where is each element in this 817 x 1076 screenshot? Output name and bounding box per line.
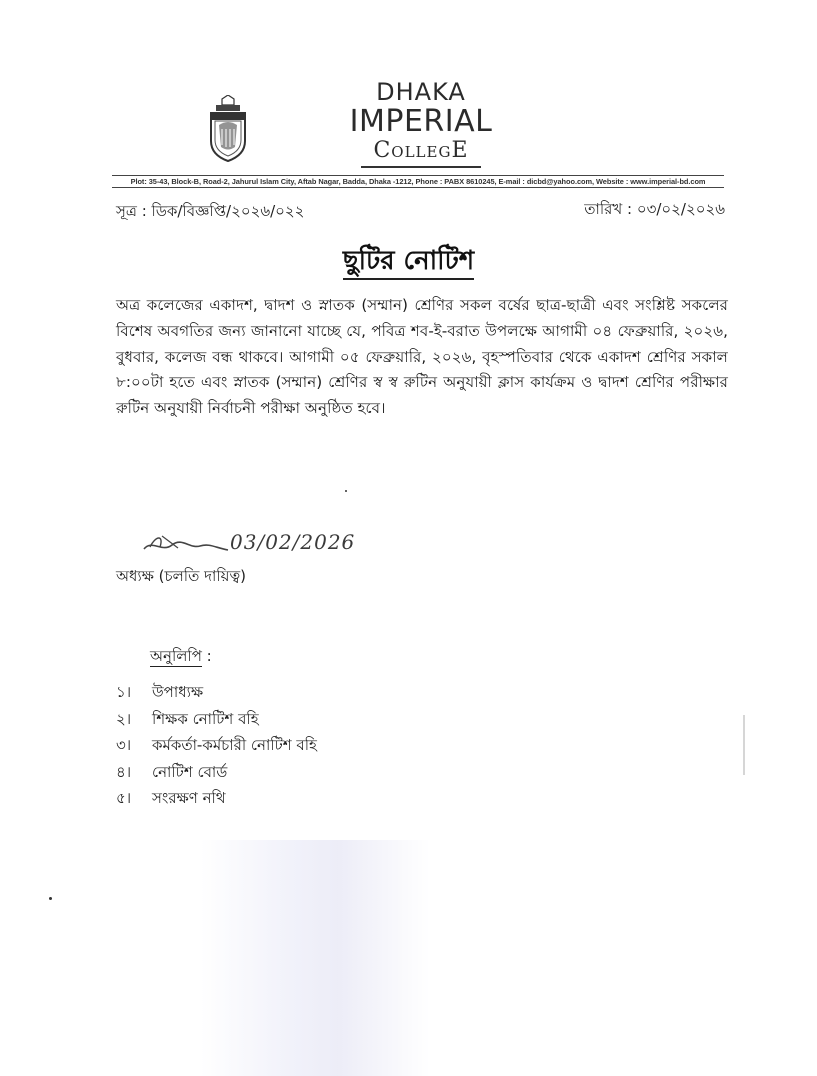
list-item-label: শিক্ষক নোটিশ বহি [152, 709, 259, 728]
address-bar: Plot: 35-43, Block-B, Road-2, Jahurul Islam City, Aftab Nagar, Badda, Dhaka -1212, Phone : PABX 8610245, E-mail : dicbd@yahoo.com, Website : www.imperial-bd.com [112, 175, 724, 188]
date-value: ০৩/০২/২০২৬ [636, 200, 725, 218]
reference-number [116, 200, 304, 225]
list-item [116, 785, 317, 812]
college-crest-icon [208, 95, 248, 163]
list-item-number: ১। [116, 683, 132, 701]
college-name [336, 78, 506, 168]
signature-date: 03/02/2026 [230, 530, 356, 554]
scan-speck [345, 490, 347, 492]
list-item-label: উপাধ্যক্ষ [152, 683, 204, 701]
scan-shading [200, 840, 430, 1076]
list-item-label: নোটিশ বোর্ড [152, 762, 228, 781]
list-item-number: ৫। [116, 789, 132, 807]
notice-title [0, 240, 817, 284]
signature-scribble-icon [142, 533, 230, 555]
reference-label: সূত্র : [116, 202, 147, 220]
college-name-line2: IMPERIAL [349, 104, 493, 139]
college-name-line1: DHAKA [376, 78, 466, 106]
signatory-designation: অধ্যক্ষ (চলতি দায়িত্ব) [116, 567, 246, 585]
list-item [116, 679, 317, 706]
notice-body: অত্র কলেজের একাদশ, দ্বাদশ ও স্নাতক (সম্মান) শ্রেণির সকল বর্ষের ছাত্র-ছাত্রী এবং সংশ্লিষ্ট সকলের বিশেষ অবগতির জন্য জানানো যাচ্ছে যে, পবিত্র শব-ই-বরাত উপলক্ষে আগামী ০৪ ফেব্রুয়ারি, ২০২৬, বুধবার, কলেজ বন্ধ থাকবে। আগামী ০৫ ফেব্রুয়ারি, ২০২৬, বৃহস্পতিবার থেকে একাদশ শ্রেণির সকাল ৮:০০টা হতে এবং স্নাতক (সম্মান) শ্রেণির স্ব স্ব রুটিন অনুযায়ী ক্লাস কার্যক্রম ও দ্বাদশ শ্রেণির পরীক্ষার রুটিন অনুযায়ী নির্বাচনী পরীক্ষা অনুষ্ঠিত হবে। [116, 296, 728, 418]
notice-title-text: ছুটির নোটিশ [343, 246, 474, 280]
list-item-number: ২। [116, 709, 132, 728]
scan-edge-mark [743, 715, 745, 775]
notice-date [584, 198, 725, 223]
list-item-label: সংরক্ষণ নথি [152, 789, 226, 807]
list-item [116, 732, 317, 759]
college-name-line3: CollegE [373, 138, 469, 163]
date-label: তারিখ : [584, 200, 633, 218]
college-name-underline [361, 166, 481, 168]
copies-list [116, 679, 317, 812]
list-item-number: ৩। [116, 736, 132, 754]
list-item-number: ৪। [116, 762, 132, 781]
list-item [116, 706, 317, 733]
copies-heading-text: অনুলিপি [150, 647, 202, 665]
list-item-label: কর্মকর্তা-কর্মচারী নোটিশ বহি [152, 736, 317, 754]
reference-value: ডিক/বিজ্ঞপ্তি/২০২৬/০২২ [151, 202, 305, 220]
copies-heading-colon: : [201, 647, 212, 665]
scan-speck [49, 897, 52, 900]
list-item [116, 759, 317, 786]
signature [142, 530, 355, 555]
copies-heading [150, 645, 212, 670]
